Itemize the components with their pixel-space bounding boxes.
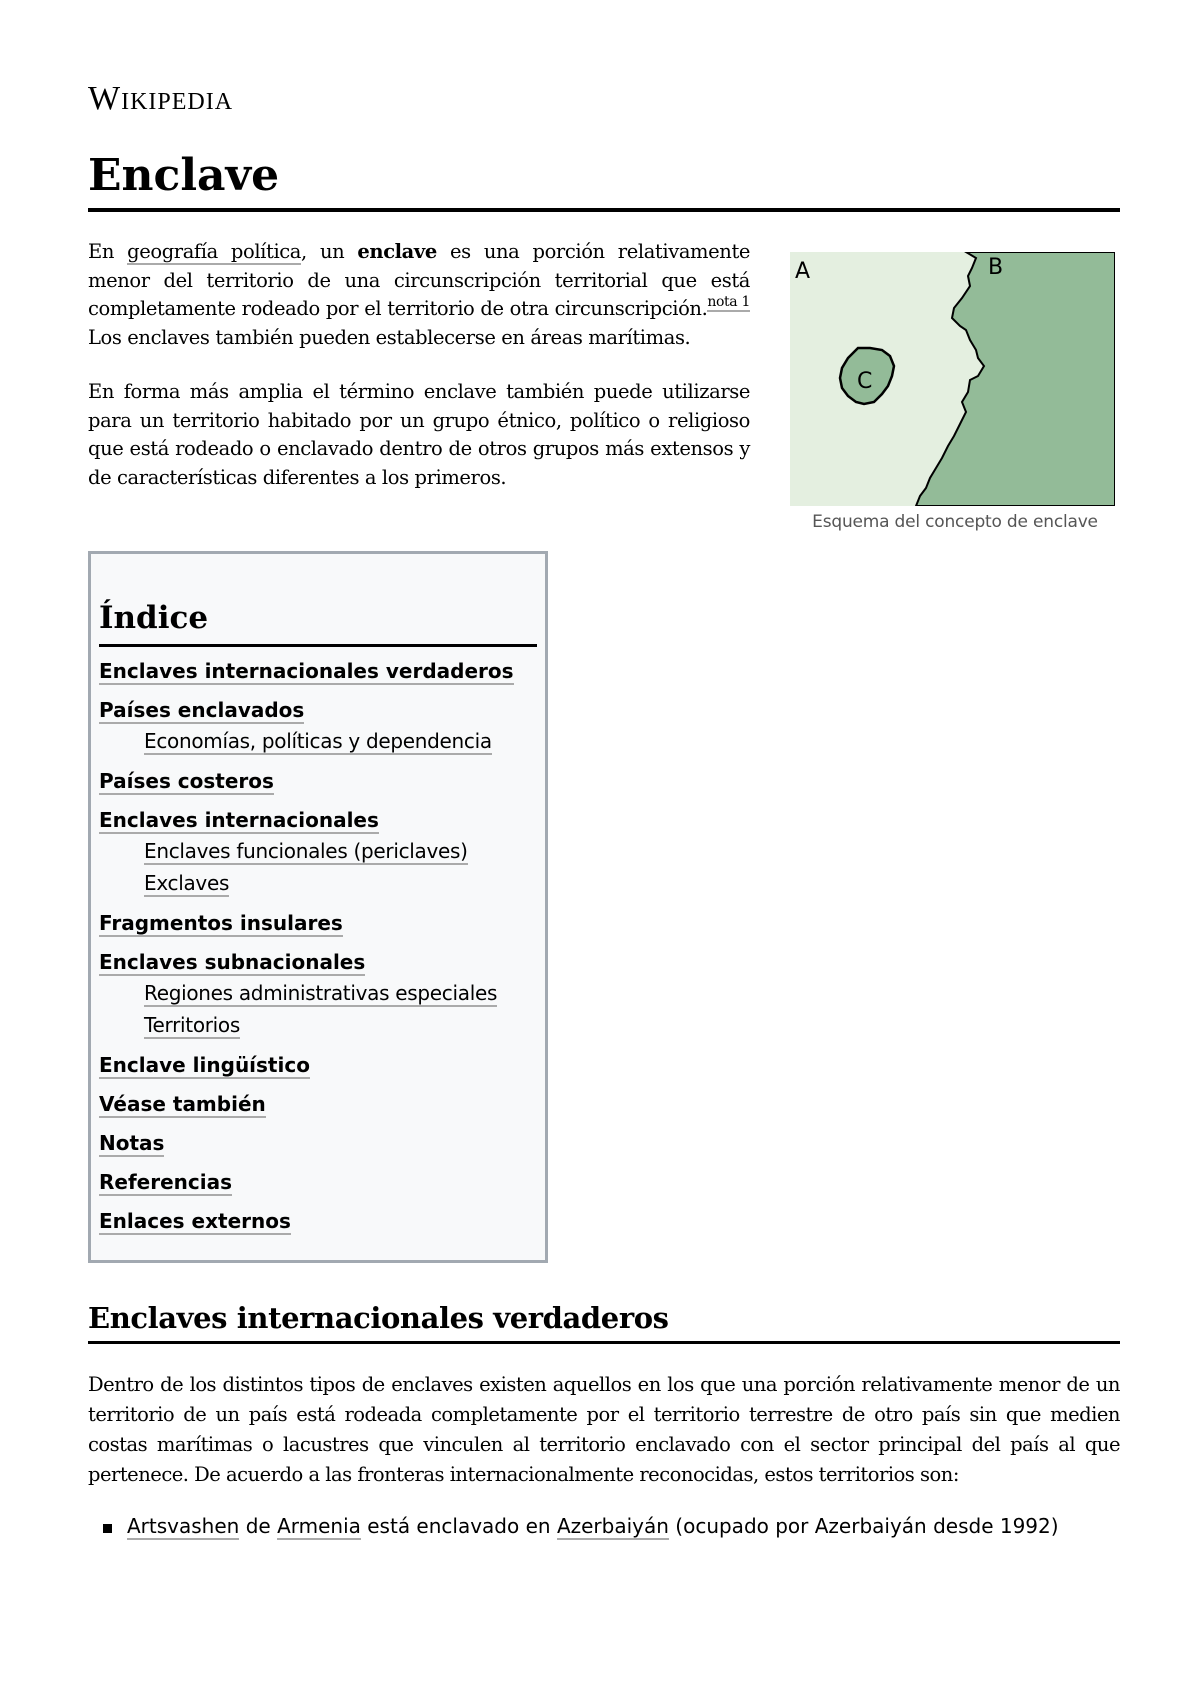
toc-subitem [99, 977, 537, 1009]
toc-link[interactable]: Enlaces externos [99, 1209, 291, 1233]
bold-term: enclave [357, 240, 437, 263]
toc-subitem [99, 835, 537, 867]
link-artsvashen[interactable]: Artsvashen [127, 1514, 240, 1538]
toc-item [99, 657, 537, 686]
toc-item [99, 948, 537, 1041]
diagram-label-c: C [857, 369, 873, 394]
diagram-label-b: B [988, 255, 1004, 280]
list-item: Artsvashen de Armenia está enclavado en Azerbaiyán (ocupado por Azerbaiyán desde 1992) [88, 1512, 1120, 1540]
toc-item [99, 909, 537, 938]
toc-item [99, 1168, 537, 1197]
intro-paragraph-1: En geografía política, un enclave es una porción relativamente menor del territorio de una circunscripción territorial que está completamente rodeado por el territorio de otra circunscripción.$^{nota 1}$ Los enclaves también pueden establecerse en áreas marítimas. [88, 240, 751, 349]
toc-subitem [99, 867, 537, 899]
figure-caption: Esquema del concepto de enclave [812, 512, 1098, 532]
footnote-ref[interactable]: nota 1 [707, 294, 750, 310]
intro-paragraph-2: En forma más amplia el término enclave también puede utilizarse para un territorio habitado por un grupo étnico, político o religioso que está rodeado o enclavado dentro de otros grupos más extensos y de características diferentes a los primeros. [88, 380, 750, 489]
toc-sublink[interactable]: Economías, políticas y dependencia [144, 729, 492, 753]
toc-link[interactable]: Enclaves subnacionales [99, 950, 366, 974]
toc-link[interactable]: Notas [99, 1131, 165, 1155]
section-heading: Enclaves internacionales verdaderos [88, 1298, 1120, 1344]
wikipedia-logo[interactable]: Wikipedia [88, 80, 234, 117]
section-paragraph: Dentro de los distintos tipos de enclaves existen aquellos en los que una porción relativamente menor de un territorio de un país está rodeada completamente por el territorio terrestre de otro país sin que medien costas marítimas o lacustres que vinculen al territorio enclavado con el sector principal del país al que pertenece. De acuerdo a las fronteras internacionalmente reconocidas, estos territorios son: [88, 1373, 1120, 1486]
toc-sublist [99, 835, 537, 899]
link-azerbaiyan[interactable]: Azerbaiyán [556, 1514, 669, 1538]
toc-item [99, 1090, 537, 1119]
toc-link[interactable]: Países enclavados [99, 698, 305, 722]
toc-sublist [99, 977, 537, 1041]
territory-list [88, 1512, 1120, 1540]
toc-list [99, 657, 537, 1236]
toc-link[interactable]: Referencias [99, 1170, 233, 1194]
toc-item [99, 1051, 537, 1080]
toc-item [99, 806, 537, 899]
table-of-contents [88, 551, 548, 1263]
toc-item [99, 767, 537, 796]
toc-link[interactable]: Enclave lingüístico [99, 1053, 310, 1077]
toc-link[interactable]: Véase también [99, 1092, 266, 1116]
toc-subitem [99, 725, 537, 757]
toc-link[interactable]: Fragmentos insulares [99, 911, 343, 935]
enclave-diagram[interactable] [790, 252, 1115, 506]
toc-link[interactable]: Enclaves internacionales verdaderos [99, 659, 514, 683]
section-body [88, 1370, 1120, 1490]
toc-sublink[interactable]: Exclaves [144, 871, 230, 895]
enclave-figure [790, 252, 1120, 532]
toc-link[interactable]: Enclaves internacionales [99, 808, 379, 832]
toc-sublist [99, 725, 537, 757]
toc-sublink[interactable]: Regiones administrativas especiales [144, 981, 498, 1005]
link-geografia-politica[interactable]: geografía política [127, 240, 302, 263]
toc-item [99, 1129, 537, 1158]
diagram-label-a: A [795, 259, 811, 284]
page-title: Enclave [88, 150, 1120, 212]
toc-item [99, 696, 537, 757]
toc-sublink[interactable]: Enclaves funcionales (periclaves) [144, 839, 468, 863]
intro-text [88, 238, 750, 518]
toc-sublink[interactable]: Territorios [144, 1013, 240, 1037]
toc-title: Índice [99, 598, 537, 647]
toc-item [99, 1207, 537, 1236]
toc-link[interactable]: Países costeros [99, 769, 274, 793]
toc-subitem [99, 1009, 537, 1041]
link-armenia[interactable]: Armenia [277, 1514, 361, 1538]
